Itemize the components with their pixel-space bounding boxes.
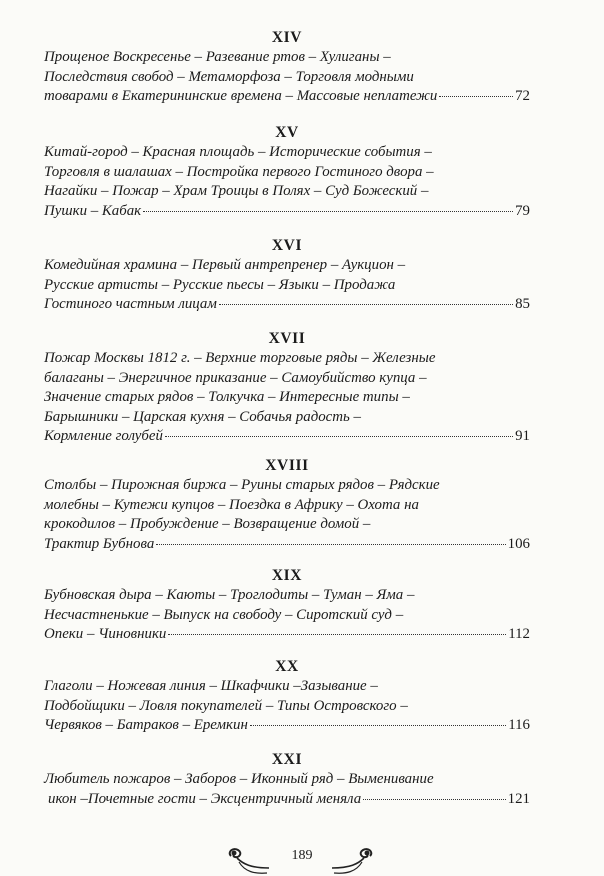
entry-line: Столбы – Пирожная биржа – Руины старых рядов – Рядские [44,477,440,493]
entry-last-line [44,87,530,107]
dot-leader [363,799,505,800]
entry-line: Прощеное Воскресенье – Разевание ртов – Хулиганы – [44,49,391,65]
page-ref: 72 [515,88,530,105]
section-heading: XIX [271,567,303,584]
page-ref: 85 [515,296,530,313]
entry-text: Червяков – Батраков – Еремкин [44,717,248,734]
section-heading: XVII [268,330,306,347]
entry-line: Бубновская дыра – Каюты – Троглодиты – Туман – Яма – [44,587,415,603]
entry-line: Нагайки – Пожар – Храм Троицы в Полях – Суд Божеский – [44,183,429,200]
dot-leader [219,304,513,305]
toc-section-xix [44,566,530,645]
entry-line: балаганы – Энергичное приказание – Самоубийство купца – [44,369,427,386]
page-ref: 79 [515,202,530,219]
entry-text: икон –Почетные гости – Эксцентричный меняла [48,790,362,807]
entry-line: молебны – Кутежи купцов – Поездка в Африку – Охота на [44,496,419,513]
toc-section-xxi [44,750,530,809]
page-footer [0,846,604,876]
dot-leader [250,725,506,726]
section-heading: XIV [271,29,303,46]
entry-line: Барышники – Царская кухня – Собачья радость – [44,408,361,425]
section-heading: XVI [271,237,303,254]
entry-last-line [44,427,530,447]
entry-text: Гостиного частным лицам [44,296,217,313]
toc-section-xx [44,657,530,736]
entry-last-line [44,625,530,645]
page-ref: 91 [515,428,530,445]
entry-line: Любитель пожаров – Заборов – Иконный ряд – Выменивание [44,771,434,787]
floral-ornament-icon [330,846,376,876]
entry-last-line [44,202,530,222]
entry-line: Подбойщики – Ловля покупателей – Типы Островского – [44,697,408,714]
page-number: 189 [291,848,313,863]
entry-text: Опеки – Чиновники [44,626,167,643]
entry-last-line [44,716,530,736]
entry-line: Комедийная храмина – Первый антрепренер – Аукцион – [44,257,406,273]
dot-leader [156,544,505,545]
section-heading: XV [275,124,299,141]
section-heading: XX [275,658,299,675]
toc-section-xvii [44,329,530,447]
entry-line: Китай-город – Красная площадь – Исторические события – [44,144,432,160]
entry-line: Глаголи – Ножевая линия – Шкафчики –Зазывание – [44,678,378,694]
entry-text: Пушки – Кабак [44,202,142,219]
page-ref: 121 [507,790,530,807]
page-ref: 112 [508,626,530,643]
entry-line: Русские артисты – Русские пьесы – Языки – Продажа [44,276,396,293]
toc-section-xv [44,123,530,221]
toc-section-xviii [44,456,530,554]
entry-line: Последствия свобод – Метаморфоза – Торговля модными [44,68,414,85]
entry-line: крокодилов – Пробуждение – Возвращение домой – [44,516,371,533]
toc-section-xiv [44,28,530,107]
entry-last-line [44,535,530,555]
entry-text: товарами в Екатерининские времена – Массовые неплатежи [44,88,438,105]
entry-last-line [44,295,530,315]
dot-leader [143,211,513,212]
toc-section-xvi [44,236,530,315]
dot-leader [165,436,513,437]
entry-text: Кормление голубей [44,428,163,445]
section-heading: XXI [271,751,303,768]
entry-line: Несчастненькие – Выпуск на свободу – Сиротский суд – [44,606,404,623]
section-heading: XVIII [265,457,309,474]
dot-leader [439,96,513,97]
page-ref: 116 [508,717,530,734]
entry-line: Пожар Москвы 1812 г. – Верхние торговые ряды – Железные [44,350,436,366]
entry-line: Торговля в шалашах – Постройка первого Гостиного двора – [44,163,434,180]
entry-text: Трактир Бубнова [44,535,155,552]
entry-last-line [44,790,530,810]
entry-line: Значение старых рядов – Толкучка – Интересные типы – [44,389,410,406]
page-ref: 106 [507,535,530,552]
dot-leader [168,634,506,635]
